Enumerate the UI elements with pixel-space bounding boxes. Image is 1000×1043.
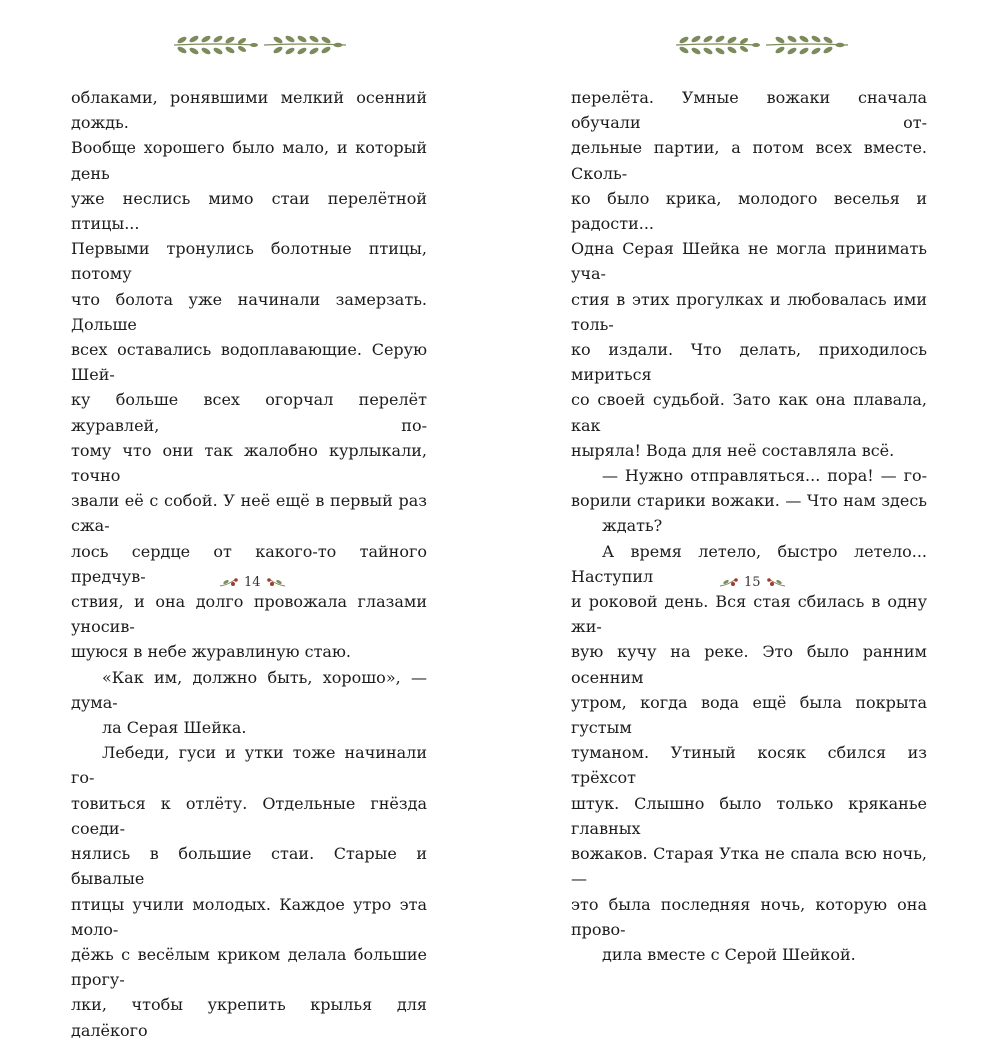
line: облаками, ронявшими мелкий осенний дождь. [71,88,427,133]
line: — Нужно отправляться... пора! — го- [602,466,927,486]
leaf-garland-icon [672,32,852,58]
line: шуюся в небе журавлиную стаю. [71,642,351,662]
page-number-footer [218,571,287,593]
berry-sprig-icon [718,575,738,589]
right-page-text [571,85,927,967]
line: штук. Слышно было только кряканье главных [571,793,927,838]
line: ко было крика, молодого веселья и радости... [571,188,927,234]
line: тому что они так жалобно курлыкали, точно [71,440,427,486]
paragraph [571,539,927,967]
line: стия в этих прогулках и любовалась ими толь- [571,289,927,334]
page-number: 15 [744,574,761,590]
line: дила вместе с Серой Шейкой. [602,944,856,964]
line: дельные партии, а потом всех вместе. Сколь- [571,138,927,183]
line: ворили старики вожаки. — Что нам здесь [571,491,927,511]
line: ждать? [602,516,663,536]
page-number-footer [718,571,787,593]
line: что болота уже начинали замерзать. Дольше [71,289,427,334]
line: Первыми тронулись болотные птицы, потому [71,239,427,284]
line: вожаков. Старая Утка не спала всю ночь, — [571,844,927,889]
berry-sprig-icon [267,575,287,589]
line: Вообще хорошего было мало, и который день [71,138,427,183]
line: это была последняя ночь, которую она прово- [571,894,927,939]
page-number: 14 [244,574,261,590]
berry-sprig-icon [767,575,787,589]
line: «Как им, должно быть, хорошо», — дума- [71,667,427,712]
line: птицы учили молодых. Каждое утро эта моло- [71,894,427,939]
line: ку больше всех огорчал перелёт журавлей, по- [71,390,427,435]
left-page [0,0,500,1040]
line: ла Серая Шейка. [102,718,247,738]
right-page [500,0,1000,964]
line: нялись в большие стаи. Старые и бывалые [71,844,427,889]
line: звали её с собой. У неё ещё в первый раз сжа- [71,491,427,536]
line: ныряла! Вода для неё составляла всё. [571,440,895,460]
berry-sprig-icon [218,575,238,589]
line: со своей судьбой. Зато как она плавала, как [571,390,927,435]
paragraph [71,740,427,1042]
line: и роковой день. Вся стая сбилась в одну жи- [571,592,927,637]
line: товиться к отлёту. Отдельные гнёзда соеди- [71,793,427,838]
line: уже неслись мимо стаи перелётной птицы... [71,188,427,234]
left-page-text [71,85,427,1043]
paragraph [71,665,427,741]
line: Лебеди, гуси и утки тоже начинали го- [71,743,427,788]
line: А время летело, быстро летело... Наступил [571,541,927,586]
line: вую кучу на реке. Это было ранним осенним [571,642,927,687]
paragraph [571,85,927,463]
leaf-garland-icon [170,32,350,58]
line: перелёта. Умные вожаки сначала обучали от- [571,88,927,133]
line: дёжь с весёлым криком делала большие прогу- [71,944,427,990]
line: ко издали. Что делать, приходилось мириться [571,340,927,385]
line: всех оставались водоплавающие. Серую Шей- [71,340,427,385]
paragraph [571,463,927,539]
line: лось сердце от какого-то тайного предчув- [71,541,427,586]
line: туманом. Утиный косяк сбился из трёхсот [571,743,927,788]
line: Одна Серая Шейка не могла принимать уча- [571,239,927,284]
line: ствия, и она долго провожала глазами уносив- [71,592,427,637]
line: лки, чтобы укрепить крылья для далёкого [71,995,427,1040]
line: утром, когда вода ещё была покрыта густым [571,692,927,738]
